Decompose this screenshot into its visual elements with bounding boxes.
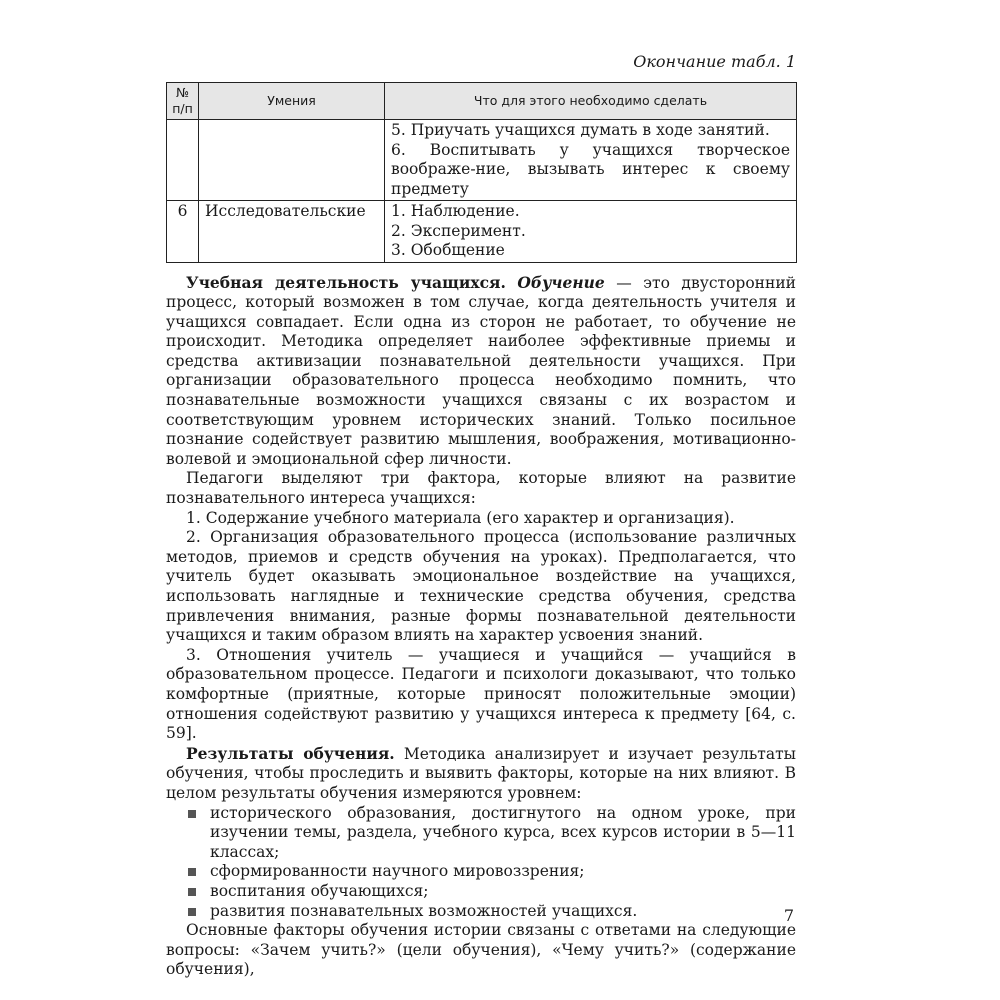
header-num: № п/п: [167, 83, 199, 120]
header-actions: Что для этого необходимо сделать: [385, 83, 797, 120]
list-item: [166, 902, 796, 922]
list-item: [166, 804, 796, 863]
row-skill: Исследовательские: [199, 201, 385, 263]
table-row: [167, 201, 797, 263]
table-row: [167, 120, 797, 201]
square-bullet-icon: [188, 868, 196, 876]
list-item-text: развития познавательных возможностей учащихся.: [210, 901, 638, 920]
action-item: 1. Наблюдение.: [391, 202, 520, 220]
bullet-list: [166, 804, 796, 922]
paragraph: 1. Содержание учебного материала (его характер и организация).: [186, 508, 735, 527]
paragraph-heading: Учебная деятельность учащихся.: [186, 272, 506, 292]
paragraph-heading: Результаты обучения.: [186, 743, 395, 763]
paragraph: 3. Отношения учитель — учащиеся и учащийся — учащийся в образовательном процессе. Педагоги и психологи доказывают, что только комфортные (приятные, которые приносят положительные эмоции) отношения содействуют развитию у учащихся интереса к предмету [64, с. 59].: [166, 645, 796, 743]
term: Обучение: [517, 272, 605, 292]
paragraph: Педагоги выделяют три фактора, которые влияют на развитие познавательного интереса учащихся:: [166, 469, 796, 508]
action-item: 3. Обобщение: [391, 241, 505, 259]
row-skill: [199, 120, 385, 201]
list-item-text: сформированности научного мировоззрения;: [210, 862, 585, 881]
paragraph: Основные факторы обучения истории связаны с ответами на следующие вопросы: «Зачем учить?» (цели обучения), «Чему учить?» (содержание обучения),: [166, 921, 796, 979]
action-item: 5. Приучать учащихся думать в ходе занятий.: [391, 121, 770, 139]
paragraph: [166, 744, 796, 804]
action-item: 2. Эксперимент.: [391, 221, 526, 240]
list-item-text: исторического образования, достигнутого на одном уроке, при изучении темы, раздела, учебного курса, всех курсов истории в 5—11 классах;: [210, 803, 796, 861]
page: [166, 52, 796, 980]
paragraph-text: — это двусторонний процесс, который возможен в том случае, когда деятельность учителя и учащихся совпадает. Если одна из сторон не работает, то обучение не происходит. Методика определяет наиболее эффективные приемы и средства активизации познавательной деятельности учащихся. При организации образовательного процесса необходимо помнить, что познавательные возможности учащихся связаны с их возрастом и соответствующим уровнем исторических знаний. Только посильное познание содействует развитию мышления, воображения, мотивационно-волевой и эмоциональной сфер личности.: [166, 273, 796, 468]
row-actions: [385, 201, 797, 263]
paragraph-text: Методика анализирует и изучает результаты обучения, чтобы проследить и выявить факторы, которые на них влияют. В целом результаты обучения измеряются уровнем:: [166, 744, 796, 802]
page-number: 7: [783, 906, 794, 925]
square-bullet-icon: [188, 810, 196, 818]
square-bullet-icon: [188, 908, 196, 916]
list-item-text: воспитания обучающихся;: [210, 881, 429, 900]
list-item: [166, 882, 796, 902]
square-bullet-icon: [188, 888, 196, 896]
table-header-row: [167, 83, 797, 120]
row-num: [167, 120, 199, 201]
action-item: 6. Воспитывать у учащихся творческое воображе-ние, вызывать интерес к своему предмету: [391, 140, 790, 198]
paragraph: [166, 273, 796, 470]
row-num: 6: [167, 201, 199, 263]
list-item: [166, 862, 796, 882]
body-text: [166, 273, 796, 980]
paragraph: 2. Организация образовательного процесса (использование различных методов, приемов и средств обучения на уроках). Предполагается, что учитель будет оказывать эмоциональное воздействие на учащихся, использовать наглядные и технические средства обучения, средства привлечения внимания, разные формы познавательной деятельности учащихся и таким образом влиять на характер усвоения знаний.: [166, 528, 796, 645]
skills-table: [166, 82, 797, 263]
row-actions: [385, 120, 797, 201]
table-caption: Окончание табл. 1: [633, 52, 796, 71]
header-skills: Умения: [199, 83, 385, 120]
